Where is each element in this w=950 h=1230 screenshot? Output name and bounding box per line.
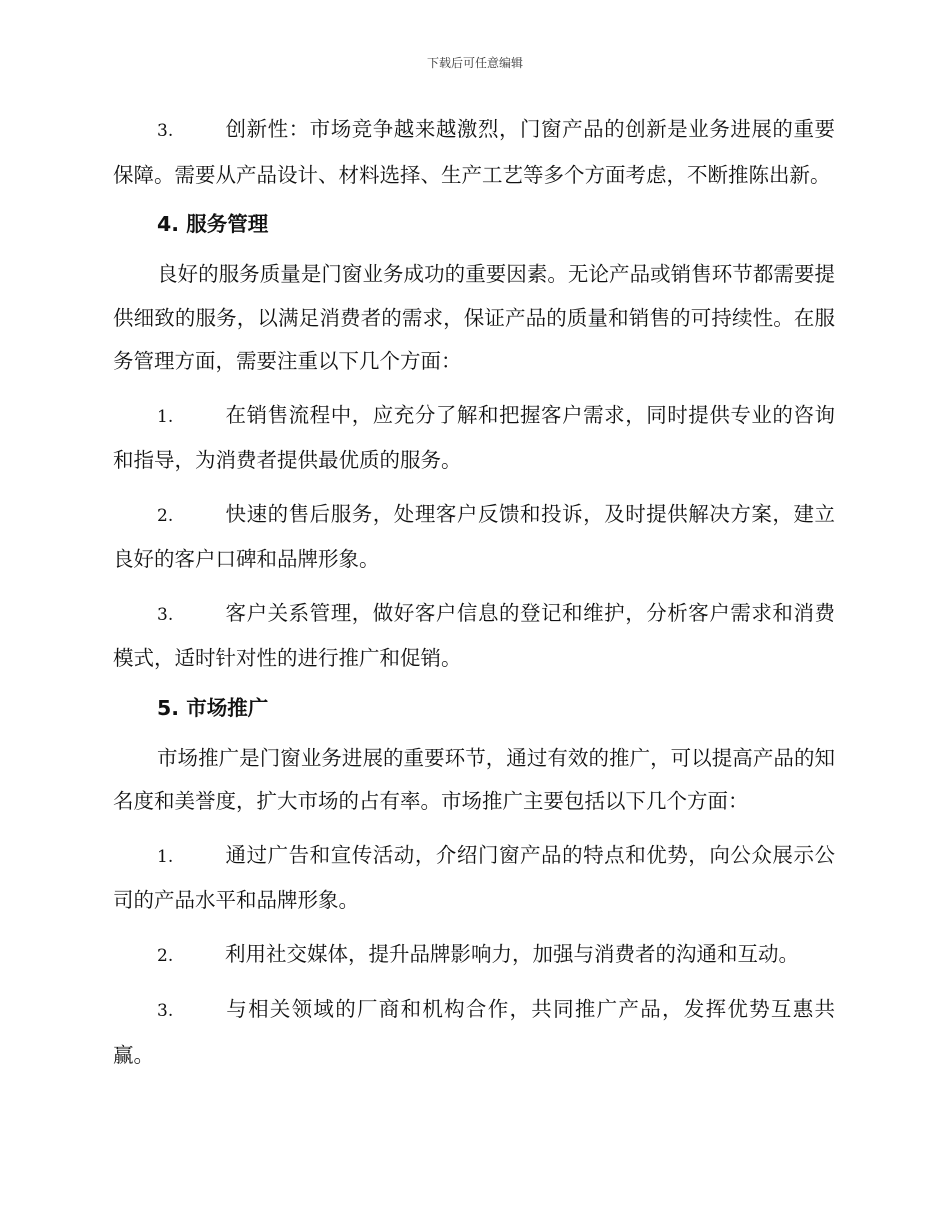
- list-text: 利用社交媒体，提升品牌影响力，加强与消费者的沟通和互动。: [225, 941, 799, 966]
- page-header: 下载后可任意编辑: [426, 56, 523, 70]
- list-item: [113, 592, 835, 681]
- list-number: 1.: [157, 846, 174, 867]
- list-number: 2.: [157, 505, 174, 526]
- list-item: [113, 108, 835, 197]
- list-number: 2.: [157, 945, 174, 966]
- list-item: [113, 493, 835, 582]
- section-heading: 4. 服务管理: [157, 212, 269, 236]
- list-item: [113, 933, 835, 979]
- paragraph: 市场推广是门窗业务进展的重要环节，通过有效的推广，可以提高产品的知名度和美誉度，扩大市场的占有率。市场推广主要包括以下几个方面：: [113, 745, 835, 813]
- list-number: 3.: [157, 1001, 174, 1021]
- section-heading: 5. 市场推广: [157, 695, 269, 720]
- paragraph: 良好的服务质量是门窗业务成功的重要因素。无论产品或销售环节都需要提供细致的服务，以满足消费者的需求，保证产品的质量和销售的可持续性。在服务管理方面，需要注重以下几个方面：: [113, 262, 835, 373]
- document-body: [113, 108, 835, 1087]
- list-text: 快速的售后服务，处理客户反馈和投诉，及时提供解决方案，建立良好的客户口碑和品牌形象。: [113, 501, 835, 571]
- list-number: 3.: [157, 604, 174, 625]
- list-item: [113, 834, 835, 923]
- list-text: 客户关系管理，做好客户信息的登记和维护，分析客户需求和消费模式，适时针对性的进行推广和促销。: [113, 600, 835, 670]
- list-number: 3.: [157, 121, 174, 141]
- list-text: 通过广告和宣传活动，介绍门窗产品的特点和优势，向公众展示公司的产品水平和品牌形象。: [113, 842, 835, 912]
- list-item: [113, 394, 835, 483]
- list-text: 创新性：市场竞争越来越激烈，门窗产品的创新是业务进展的重要保障。需要从产品设计、材料选择、生产工艺等多个方面考虑，不断推陈出新。: [113, 117, 835, 187]
- list-item: [113, 988, 835, 1077]
- list-number: 1.: [157, 406, 174, 427]
- list-text: 与相关领域的厂商和机构合作，共同推广产品，发挥优势互惠共赢。: [113, 997, 835, 1067]
- list-text: 在销售流程中，应充分了解和把握客户需求，同时提供专业的咨询和指导，为消费者提供最优质的服务。: [113, 402, 835, 472]
